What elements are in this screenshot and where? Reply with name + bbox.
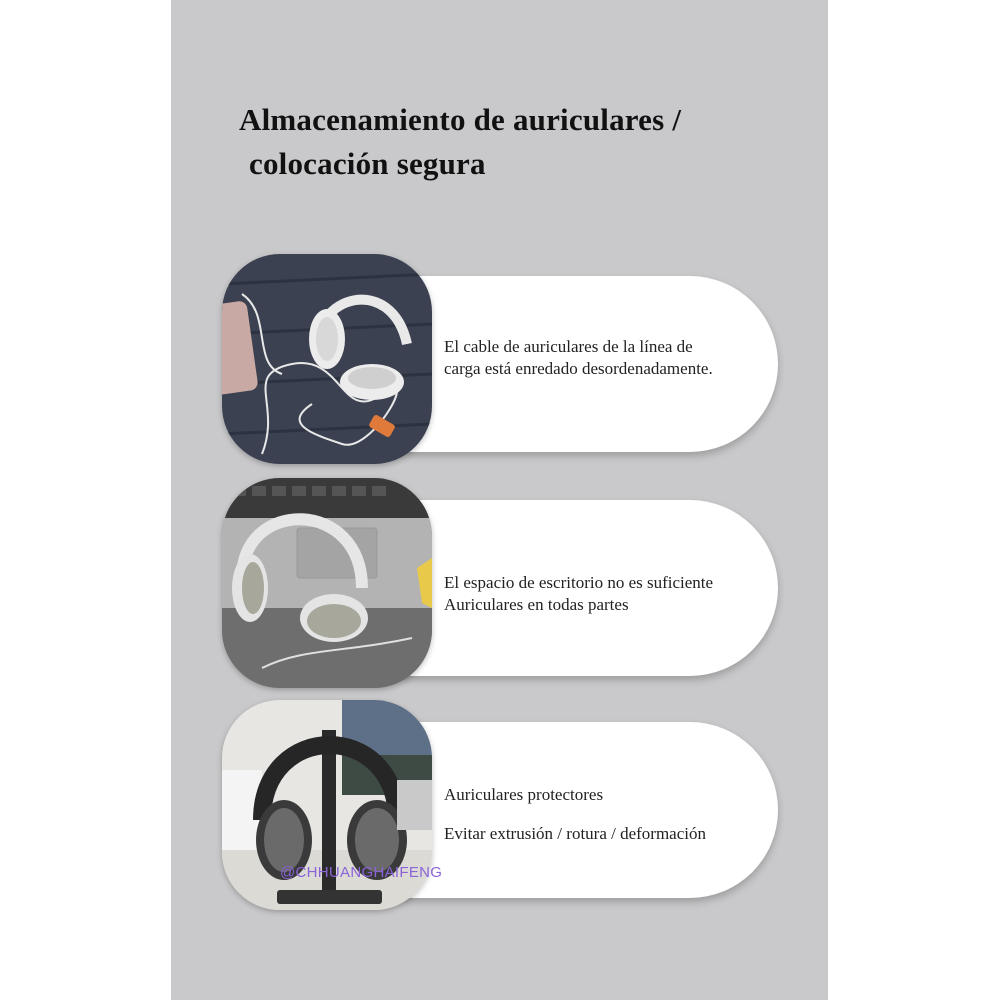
card-2-line-1: El espacio de escritorio no es suficiente xyxy=(444,573,714,592)
tangled-headphones-photo xyxy=(222,254,432,464)
feature-card-tangled-cable xyxy=(222,254,778,462)
title-line-2: colocación segura xyxy=(249,146,486,181)
feature-card-desk-space xyxy=(222,478,778,686)
card-3-line-1: Auriculares protectores xyxy=(444,785,604,804)
headphones-on-desk-photo xyxy=(222,478,432,688)
card-1-line-2: carga está enredado desordenadamente. xyxy=(444,359,713,378)
card-1-line-1: El cable de auriculares de la línea de xyxy=(444,337,693,356)
watermark: @CHHUANGHAIFENG xyxy=(280,864,443,881)
card-2-line-2: Auriculares en todas partes xyxy=(444,595,629,614)
title-line-1: Almacenamiento de auriculares / xyxy=(239,102,682,137)
card-3-line-2: Evitar extrusión / rotura / deformación xyxy=(444,824,706,843)
page-title xyxy=(239,98,819,186)
